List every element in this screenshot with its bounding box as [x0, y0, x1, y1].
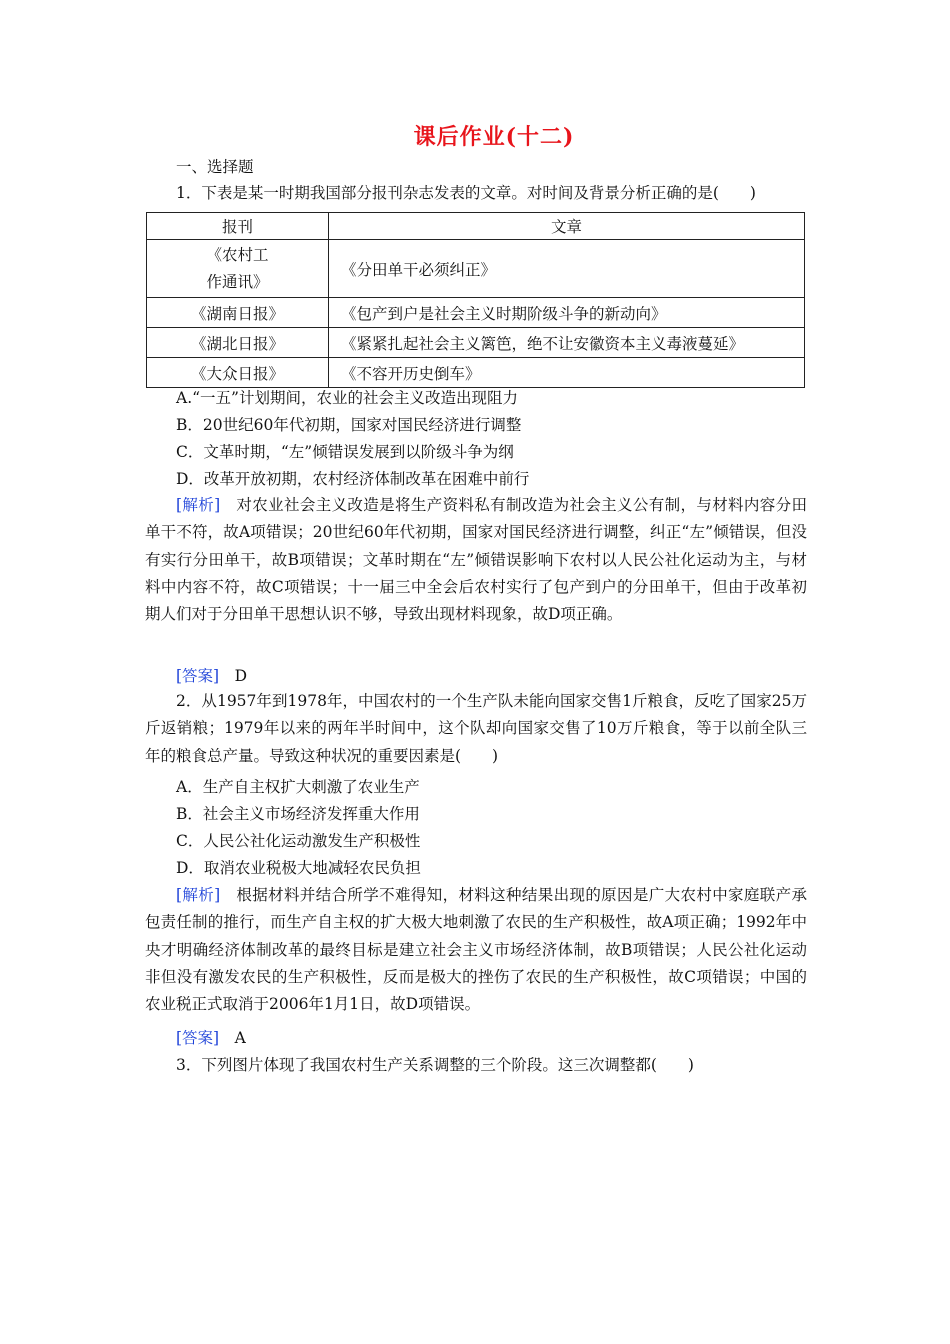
question-1-option-d: D．改革开放初期，农村经济体制改革在困难中前行: [176, 470, 530, 488]
section-heading: 一、选择题: [176, 158, 254, 176]
question-2-option-b: B．社会主义市场经济发挥重大作用: [176, 805, 420, 823]
page-title: 课后作业(十二): [413, 124, 575, 150]
table-header-row: [147, 213, 805, 240]
question-2-option-d: D．取消农业税极大地减轻农民负担: [176, 859, 421, 877]
question-1-answer: [176, 666, 247, 686]
question-1-analysis: [145, 492, 807, 628]
table-row: [147, 358, 805, 388]
table-cell-paper: 《大众日报》: [147, 358, 329, 388]
table-row: [147, 240, 805, 298]
table-cell-article: 《分田单干必须纠正》: [329, 240, 805, 298]
answer-tag: [答案]: [176, 1029, 220, 1047]
question-2-analysis: [145, 882, 807, 1018]
analysis-tag: [解析]: [176, 496, 221, 514]
analysis-text: 对农业社会主义改造是将生产资料私有制改造为社会主义公有制，与材料内容分田单干不符，故A项错误；20世纪60年代初期，国家对国民经济进行调整，纠正“左”倾错误，但没有实行分田单干，故B项错误；文革时期在“左”倾错误影响下农村以人民公社化运动为主，与材料中内容不符，故C项错误；十一届三中全会后农村实行了包产到户的分田单干，但由于改革初期人们对于分田单干思想认识不够，导致出现材料现象，故D项正确。: [145, 496, 807, 624]
table-cell-article: 《不容开历史倒车》: [329, 358, 805, 388]
table-cell-article: 《紧紧扎起社会主义篱笆，绝不让安徽资本主义毒液蔓延》: [329, 328, 805, 358]
table-cell-paper-line: 《农村工: [206, 245, 269, 264]
table-cell-article: 《包产到户是社会主义时期阶级斗争的新动向》: [329, 298, 805, 328]
table-cell-paper: 《湖南日报》: [147, 298, 329, 328]
table-cell-paper: 《湖北日报》: [147, 328, 329, 358]
analysis-tag: [解析]: [176, 886, 221, 904]
question-1-option-a: A.“一五”计划期间，农业的社会主义改造出现阻力: [176, 389, 518, 407]
question-2-stem: [145, 688, 807, 770]
table-row: [147, 298, 805, 328]
table-header-paper: 报刊: [147, 213, 329, 240]
answer-value: D: [234, 667, 248, 685]
question-1-option-b: B．20世纪60年代初期，国家对国民经济进行调整: [176, 416, 522, 434]
question-2-option-a: A．生产自主权扩大刺激了农业生产: [176, 778, 420, 796]
answer-value: A: [234, 1029, 246, 1047]
question-1-option-c: C．文革时期，“左”倾错误发展到以阶级斗争为纲: [176, 443, 514, 461]
table-row: [147, 328, 805, 358]
table-header-article: 文章: [329, 213, 805, 240]
question-2-stem-text: 2．从1957年到1978年，中国农村的一个生产队未能向国家交售1斤粮食，反吃了国家25万斤返销粮；1979年以来的两年半时间中，这个队却向国家交售了10万斤粮食，等于以前全队三年的粮食总产量。导致这种状况的重要因素是( ): [145, 692, 807, 765]
table-cell-paper-line: 作通讯》: [206, 272, 269, 291]
question-1-stem: 1．下表是某一时期我国部分报刊杂志发表的文章。对时间及背景分析正确的是( ): [176, 184, 756, 202]
analysis-text: 根据材料并结合所学不难得知，材料这种结果出现的原因是广大农村中家庭联产承包责任制的推行，而生产自主权的扩大极大地刺激了农民的生产积极性，故A项正确；1992年中央才明确经济体制改革的最终目标是建立社会主义市场经济体制，故B项错误；人民公社化运动非但没有激发农民的生产积极性，反而是极大的挫伤了农民的生产积极性，故C项错误；中国的农业税正式取消于2006年1月1日，故D项错误。: [145, 886, 807, 1014]
question-2-answer: [176, 1028, 246, 1048]
articles-table: [146, 212, 805, 388]
table-cell-paper: [147, 240, 329, 298]
answer-tag: [答案]: [176, 667, 220, 685]
question-2-option-c: C．人民公社化运动激发生产积极性: [176, 832, 421, 850]
question-3-stem: 3．下列图片体现了我国农村生产关系调整的三个阶段。这三次调整都( ): [176, 1056, 694, 1074]
